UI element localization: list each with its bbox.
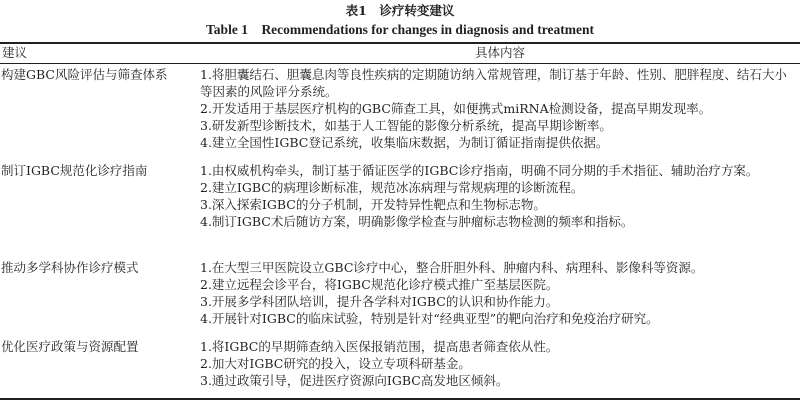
table-header-rule — [0, 63, 800, 64]
row-item-list — [200, 259, 788, 327]
list-item: 2.建立IGBC的病理诊断标准，规范冰冻病理与常规病理的诊断流程。 — [200, 180, 584, 195]
table-row — [0, 162, 800, 257]
list-item: 4.制订IGBC术后随访方案，明确影像学检查与肿瘤标志物检测的频率和指标。 — [200, 214, 634, 229]
row-item-list — [200, 66, 788, 151]
list-item: 1.将IGBC的早期筛查纳入医保报销范围，提高患者筛查依从性。 — [200, 339, 559, 354]
table-row — [0, 338, 800, 396]
row-category: 制订IGBC规范化诊疗指南 — [1, 163, 148, 178]
list-item: 2.加大对IGBC研究的投入，设立专项科研基金。 — [200, 356, 471, 371]
row-item-list — [200, 162, 788, 230]
list-item: 4.开展针对IGBC的临床试验，特别是针对“经典亚型”的靶向治疗和免疫治疗研究。 — [200, 311, 659, 326]
row-item-list — [200, 338, 788, 389]
row-category: 优化医疗政策与资源配置 — [1, 339, 139, 354]
row-category: 构建GBC风险评估与筛查体系 — [1, 67, 168, 82]
list-item: 2.开发适用于基层医疗机构的GBC筛查工具，如便携式miRNA检测设备，提高早期发现率。 — [200, 101, 712, 116]
column-header-recommendation: 建议 — [2, 45, 28, 60]
list-item: 4.建立全国性IGBC登记系统，收集临床数据，为制订循证指南提供依据。 — [200, 135, 609, 150]
table-bottom-rule — [0, 398, 800, 400]
table-row — [0, 259, 800, 337]
table-top-rule — [0, 42, 800, 44]
list-item: 1.在大型三甲医院设立GBC诊疗中心，整合肝胆外科、肿瘤内科、病理科、影像科等资源。 — [200, 260, 704, 275]
list-item: 3.开展多学科团队培训，提升各学科对IGBC的认识和协作能力。 — [200, 294, 559, 309]
list-item: 2.建立远程会诊平台，将IGBC规范化诊疗模式推广至基层医院。 — [200, 277, 559, 292]
table-caption-english: Table 1 Recommendations for changes in diagnosis and treatment — [206, 22, 594, 37]
list-item: 3.研发新型诊断技术，如基于人工智能的影像分析系统，提高早期诊断率。 — [200, 118, 612, 133]
list-item: 3.深入探索IGBC的分子机制，开发特异性靶点和生物标志物。 — [200, 197, 546, 212]
table-row — [0, 66, 800, 161]
table-caption-chinese: 表1 诊疗转变建议 — [345, 3, 455, 18]
list-item: 3.通过政策引导，促进医疗资源向IGBC高发地区倾斜。 — [200, 373, 509, 388]
row-category: 推动多学科协作诊疗模式 — [1, 260, 139, 275]
column-header-content: 具体内容 — [474, 45, 525, 60]
list-item: 1.由权威机构牵头，制订基于循证医学的IGBC诊疗指南，明确不同分期的手术指征、辅助治疗方案。 — [200, 163, 759, 178]
list-item: 1.将胆囊结石、胆囊息肉等良性疾病的定期随访纳入常规管理，制订基于年龄、性别、肥胖程度、结石大小等因素的风险评分系统。 — [200, 67, 787, 99]
